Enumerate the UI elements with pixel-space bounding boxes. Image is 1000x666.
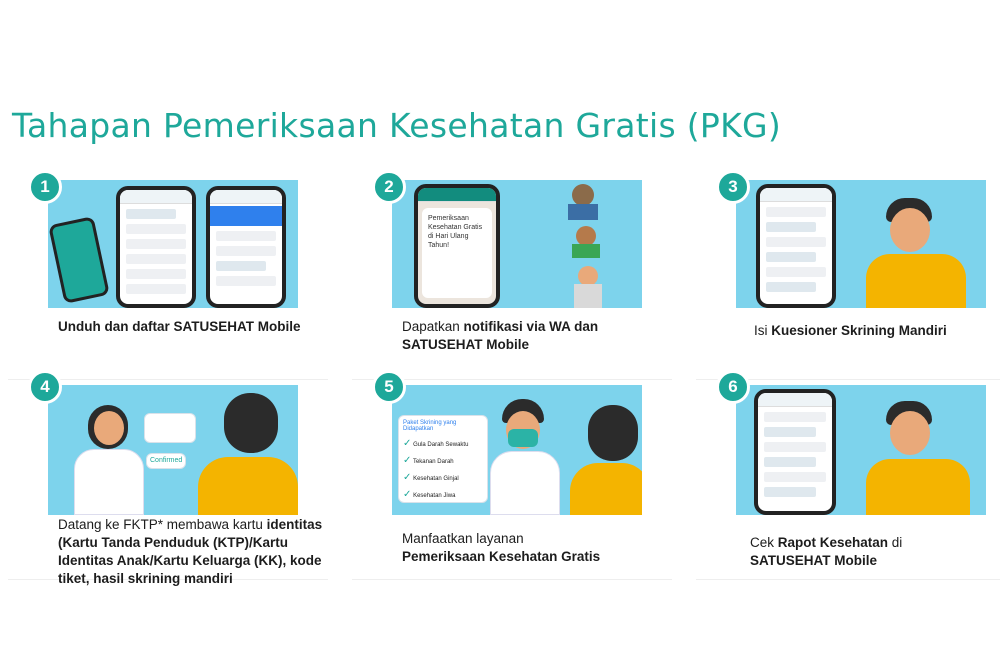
questionnaire-phone-screen [756,184,836,308]
step-caption: Unduh dan daftar SATUSEHAT Mobile [58,319,301,334]
register-phone-screen [116,186,196,308]
person-with-phone-icon [890,411,930,455]
step-number-badge: 3 [716,170,750,204]
checklist-panel-icon [398,415,488,503]
step-card-1 [8,170,328,380]
checklist-item: ✓ Kesehatan Ginjal [403,472,459,483]
step-number-badge: 1 [28,170,62,204]
step-number-badge: 6 [716,370,750,404]
phone-illustration-icon [48,216,110,304]
step-number-badge: 2 [372,170,406,204]
screening-phone-screen [206,186,286,308]
person-with-phone-icon [890,208,930,252]
step-caption: Manfaatkan layanan Pemeriksaan Kesehatan Gratis [402,531,601,564]
step-card-4 [8,370,328,586]
report-phone-screen [754,389,836,515]
step-2-illustration [392,180,642,308]
checklist-item: ✓ Tekanan Darah [403,455,454,466]
step-5-illustration [392,385,642,515]
chat-message: Pemeriksaan Kesehatan Gratis di Hari Ulang Tahun! [428,215,483,249]
checklist-item: ✓ Gula Darah Sewaktu [403,438,469,449]
mask-icon [508,429,538,447]
step-card-5 [352,370,672,580]
step-caption: Cek Rapot Kesehatan di SATUSEHAT Mobile [750,535,903,568]
step-4-illustration [48,385,298,515]
whatsapp-phone-screen [414,184,500,308]
page-title: Tahapan Pemeriksaan Kesehatan Gratis (PKG) [12,106,782,145]
step-caption: Datang ke FKTP* membawa kartu identitas (Kartu Tanda Penduduk (KTP)/Kartu Identitas Anak/Kartu Keluarga (KK), kode tiket, hasil skrining mandiri [58,517,323,586]
step-number-badge: 4 [28,370,62,404]
id-card-icon [144,413,196,443]
step-caption: Dapatkan notifikasi via WA dan SATUSEHAT Mobile [402,319,599,352]
step-6-illustration [736,385,986,515]
step-card-3 [696,170,1000,380]
step-card-6 [696,370,1000,580]
checklist-item: ✓ Kesehatan Jiwa [403,489,456,500]
doctor-illustration-icon [94,411,124,445]
step-card-2 [352,170,672,380]
panel-title: Paket Skrining yang Didapatkan [403,420,457,432]
confirmed-badge: Confirmed [146,453,186,469]
chat-bubble-icon [422,208,492,298]
step-caption: Isi Kuesioner Skrining Mandiri [754,323,947,338]
step-3-illustration [736,180,986,308]
step-number-badge: 5 [372,370,406,404]
step-1-illustration [48,180,298,308]
